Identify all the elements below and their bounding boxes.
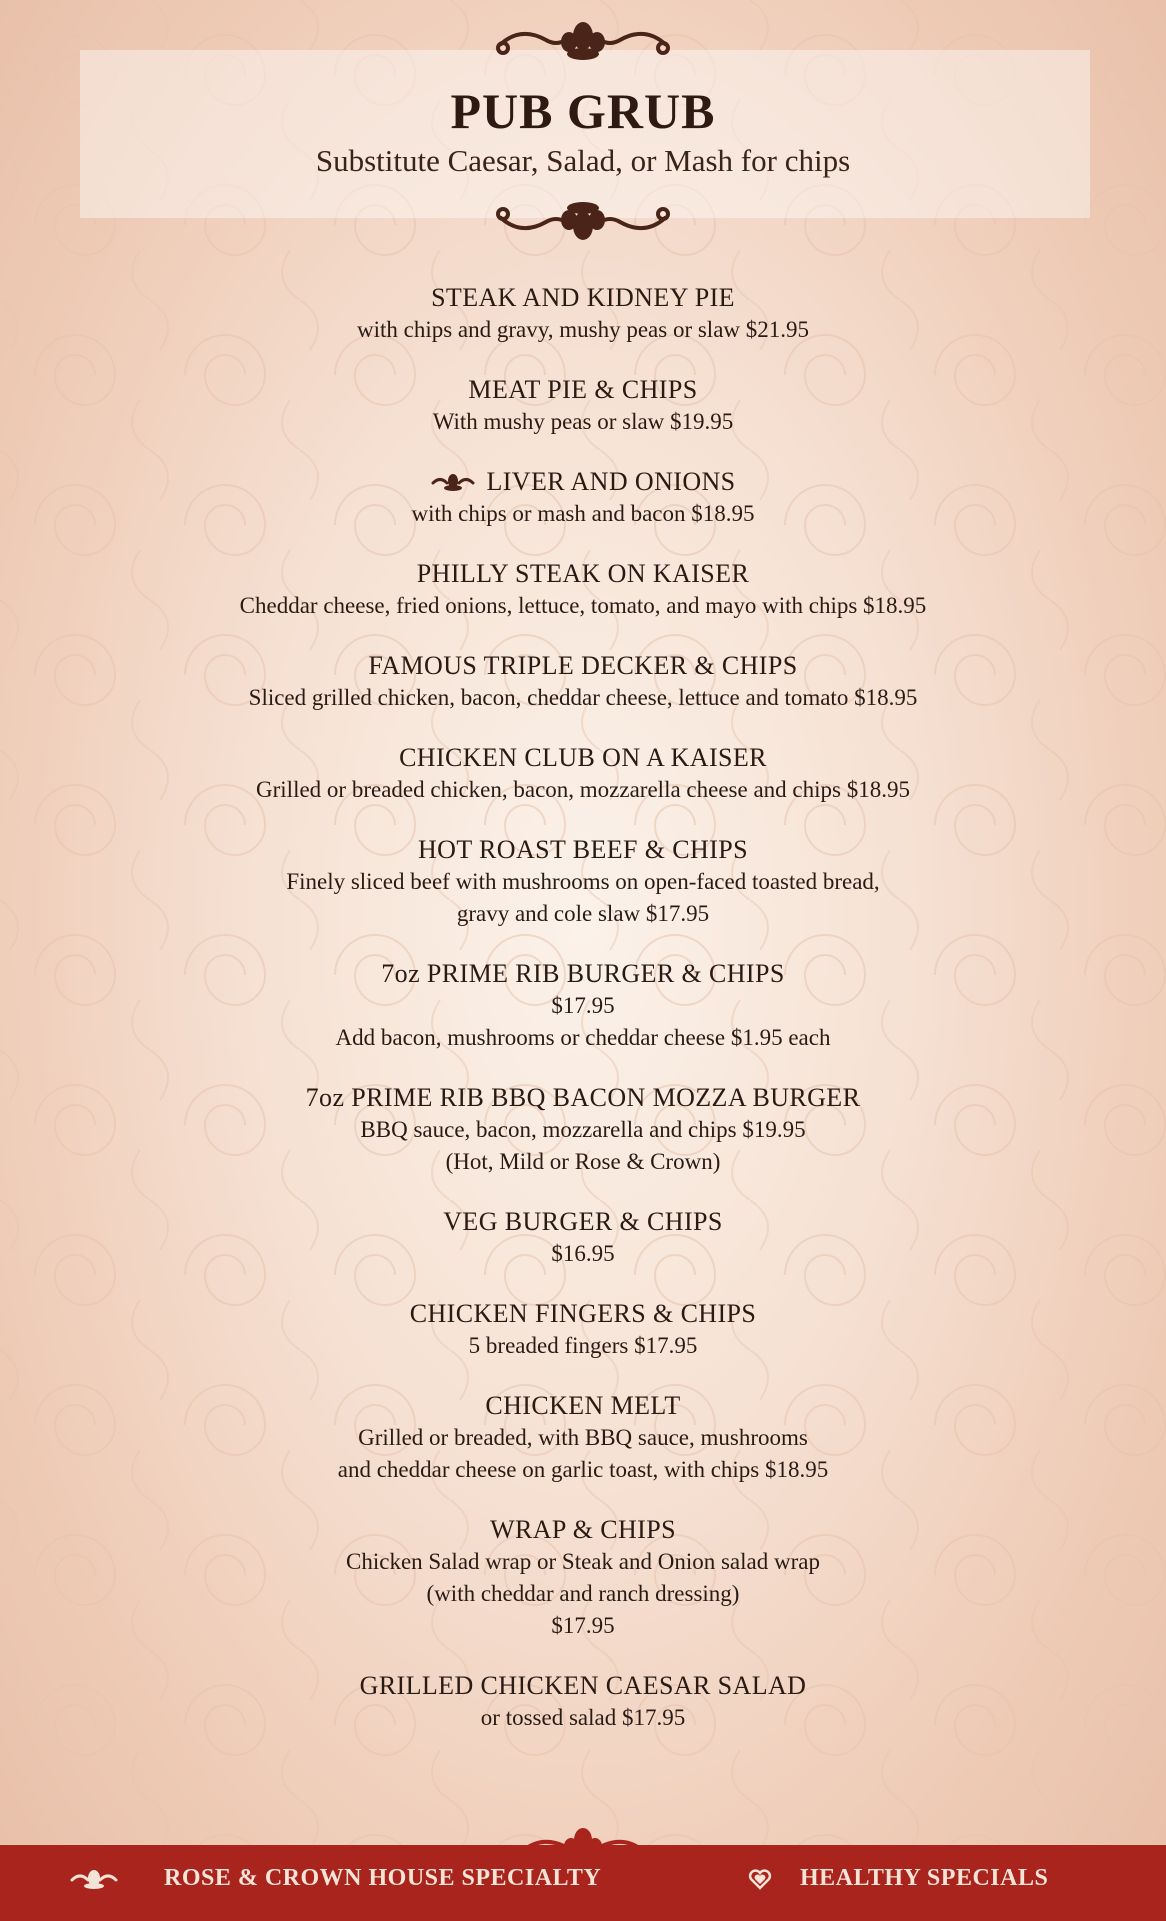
menu-item-description: $17.95 xyxy=(551,993,615,1018)
menu-item-name-text: CHICKEN FINGERS & CHIPS xyxy=(409,1299,757,1328)
menu-item-name xyxy=(40,1514,1126,1546)
ornament-flourish-icon xyxy=(491,14,675,66)
menu-item-description: with chips and gravy, mushy peas or slaw $21.95 xyxy=(356,317,810,342)
page-subtitle: Substitute Caesar, Salad, or Mash for chips xyxy=(315,143,851,178)
menu-item-name xyxy=(40,1082,1126,1114)
menu-item-name-text: GRILLED CHICKEN CAESAR SALAD xyxy=(359,1671,807,1700)
menu-item-name-text: CHICKEN CLUB ON A KAISER xyxy=(399,743,767,772)
menu-item-name xyxy=(40,374,1126,406)
menu-item-description: Grilled or breaded, with BBQ sauce, mushrooms xyxy=(358,1425,808,1450)
menu-item-description: BBQ sauce, bacon, mozzarella and chips $19.95 xyxy=(360,1117,806,1142)
menu-item-description: gravy and cole slaw $17.95 xyxy=(456,901,710,926)
menu-item-name-text: STEAK AND KIDNEY PIE xyxy=(431,283,735,312)
menu-item xyxy=(40,742,1126,806)
menu-item-name-text: LIVER AND ONIONS xyxy=(486,467,736,496)
page-title: PUB GRUB xyxy=(450,83,716,139)
menu-item xyxy=(40,1206,1126,1270)
menu-item xyxy=(40,1670,1126,1734)
menu-item-name xyxy=(40,1670,1126,1702)
legend-house-specialty xyxy=(68,1865,601,1892)
menu-item xyxy=(40,558,1126,622)
menu-item xyxy=(40,958,1126,1054)
menu-item-name xyxy=(40,834,1126,866)
menu-item xyxy=(40,282,1126,346)
heart-icon xyxy=(748,1868,772,1890)
menu-item-description: Chicken Salad wrap or Steak and Onion salad wrap xyxy=(346,1549,820,1574)
menu-item-name-text: CHICKEN MELT xyxy=(485,1391,681,1420)
menu-item-name-text: HOT ROAST BEEF & CHIPS xyxy=(417,835,749,864)
crown-ornament-icon xyxy=(68,1868,120,1890)
ornament-flourish-icon xyxy=(491,196,675,248)
legend-healthy-specials xyxy=(748,1865,1048,1892)
menu-item xyxy=(40,650,1126,714)
menu-item xyxy=(40,1514,1126,1642)
legend-house-specialty-label: ROSE & CROWN HOUSE SPECIALTY xyxy=(164,1865,602,1891)
menu-item-description: with chips or mash and bacon $18.95 xyxy=(411,501,755,526)
menu-item-description: Cheddar cheese, fried onions, lettuce, tomato, and mayo with chips $18.95 xyxy=(239,593,927,618)
menu-item-name xyxy=(40,958,1126,990)
menu-item-description: Add bacon, mushrooms or cheddar cheese $1.95 each xyxy=(335,1025,831,1050)
menu-item-name-text: FAMOUS TRIPLE DECKER & CHIPS xyxy=(368,651,798,680)
house-specialty-icon xyxy=(430,472,476,492)
menu-item-description: Grilled or breaded chicken, bacon, mozzarella cheese and chips $18.95 xyxy=(256,777,910,802)
menu-item-name xyxy=(40,650,1126,682)
menu-item-name xyxy=(40,558,1126,590)
menu-item xyxy=(40,1390,1126,1486)
menu-item-name-text: VEG BURGER & CHIPS xyxy=(443,1207,723,1236)
menu-item-name xyxy=(40,466,1126,498)
menu-list xyxy=(40,282,1126,1762)
menu-item-name-text: MEAT PIE & CHIPS xyxy=(468,375,698,404)
menu-item-name xyxy=(40,1298,1126,1330)
menu-item-name xyxy=(40,742,1126,774)
menu-item-name-text: 7oz PRIME RIB BURGER & CHIPS xyxy=(381,959,785,988)
menu-item-description: or tossed salad $17.95 xyxy=(480,1705,686,1730)
menu-item xyxy=(40,1298,1126,1362)
menu-item-description: (with cheddar and ranch dressing) xyxy=(426,1581,740,1606)
menu-item-name-text: 7oz PRIME RIB BBQ BACON MOZZA BURGER xyxy=(305,1083,861,1112)
menu-item-description: and cheddar cheese on garlic toast, with chips $18.95 xyxy=(337,1457,829,1482)
menu-item-name xyxy=(40,1206,1126,1238)
menu-item-description: $17.95 xyxy=(551,1613,615,1638)
menu-item-description: (Hot, Mild or Rose & Crown) xyxy=(445,1149,721,1174)
menu-item-name xyxy=(40,282,1126,314)
menu-item-name-text: PHILLY STEAK ON KAISER xyxy=(416,559,750,588)
menu-item xyxy=(40,466,1126,530)
menu-item-name-text: WRAP & CHIPS xyxy=(490,1515,676,1544)
menu-item-name xyxy=(40,1390,1126,1422)
menu-item-description: Sliced grilled chicken, bacon, cheddar cheese, lettuce and tomato $18.95 xyxy=(248,685,918,710)
legend-healthy-specials-label: HEALTHY SPECIALS xyxy=(800,1865,1049,1891)
menu-item-description: With mushy peas or slaw $19.95 xyxy=(432,409,734,434)
menu-item xyxy=(40,1082,1126,1178)
menu-item-description: 5 breaded fingers $17.95 xyxy=(468,1333,698,1358)
menu-item-description: Finely sliced beef with mushrooms on open-faced toasted bread, xyxy=(286,869,880,894)
menu-item xyxy=(40,374,1126,438)
footer-legend xyxy=(0,1845,1166,1921)
menu-item-description: $16.95 xyxy=(551,1241,615,1266)
menu-item xyxy=(40,834,1126,930)
